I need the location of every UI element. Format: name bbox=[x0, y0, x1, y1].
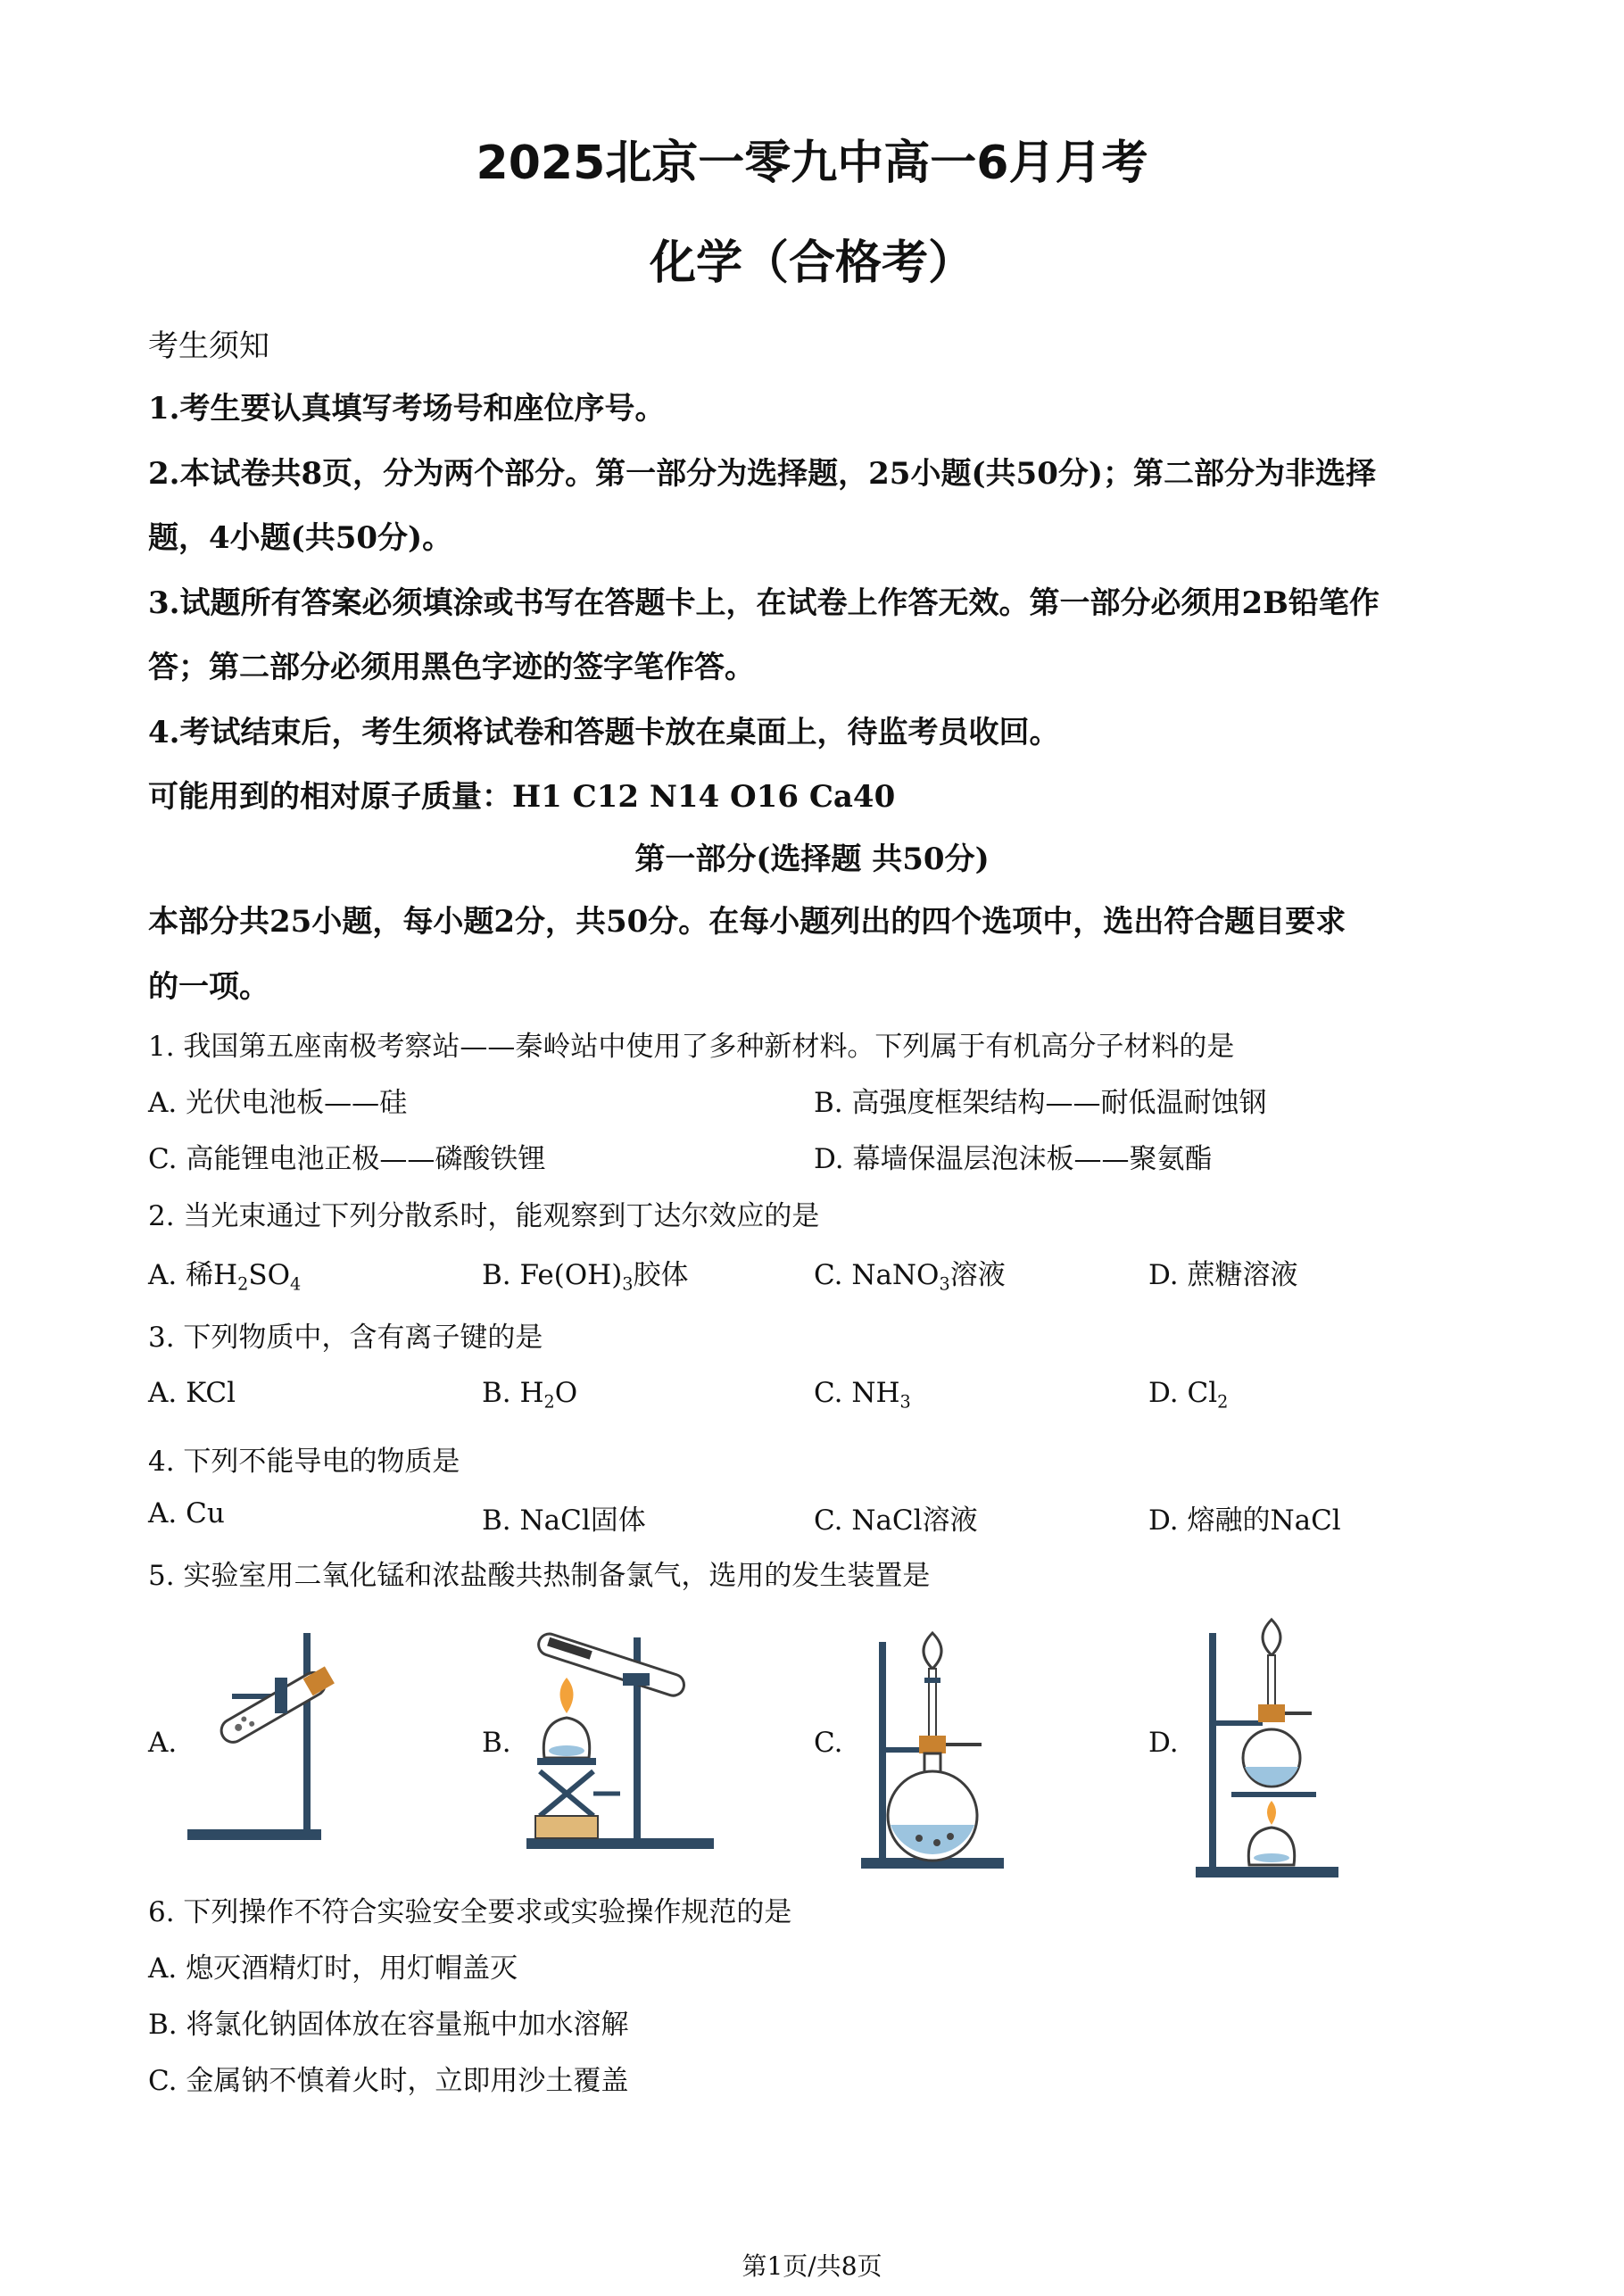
q3-option-d: D. $Cl_2$ bbox=[1148, 1377, 1229, 1413]
q4-option-d: D. 熔融的NaCl bbox=[1148, 1504, 1341, 1537]
q3-option-c: C. $NH_3$ bbox=[814, 1377, 911, 1413]
q4-stem: 4. 下列不能导电的物质是 bbox=[148, 1446, 460, 1478]
part1-intro-line2: 的一项。 bbox=[148, 969, 269, 1005]
notice-heading: 考生须知 bbox=[148, 328, 269, 364]
notice-item-2: 2.本试卷共8页，分为两个部分。第一部分为选择题，25小题(共50分)；第二部分为非选择 bbox=[148, 456, 1376, 492]
page-number: 第1页/共8页 bbox=[742, 2251, 882, 2281]
q5-option-c-label: C. bbox=[814, 1727, 843, 1759]
part1-title: 第一部分(选择题 共50分) bbox=[634, 841, 990, 877]
atomic-masses: 可能用到的相对原子质量：H1 C12 N14 O16 Ca40 bbox=[148, 779, 896, 815]
q2-option-c: C. NaNO$_3$溶液 bbox=[814, 1259, 1006, 1295]
q5-option-a-label: A. bbox=[148, 1727, 178, 1759]
q1-option-b: B. 高强度框架结构——耐低温耐蚀钢 bbox=[814, 1087, 1267, 1119]
notice-item-3: 3.试题所有答案必须填涂或书写在答题卡上，在试卷上作答无效。第一部分必须用2B铅笔作 bbox=[148, 585, 1380, 621]
q2-stem: 2. 当光束通过下列分散系时，能观察到丁达尔效应的是 bbox=[148, 1200, 820, 1232]
q6-option-b: B. 将氯化钠固体放在容量瓶中加水溶解 bbox=[148, 2009, 629, 2041]
q3-stem: 3. 下列物质中，含有离子键的是 bbox=[148, 1322, 543, 1354]
apparatus-c-flask-funnel bbox=[857, 1624, 1017, 1874]
q1-option-c: C. 高能锂电池正极——磷酸铁锂 bbox=[148, 1143, 546, 1175]
q6-stem: 6. 下列操作不符合实验安全要求或实验操作规范的是 bbox=[148, 1896, 792, 1928]
apparatus-a-test-tube-stand bbox=[178, 1624, 375, 1847]
q1-stem: 1. 我国第五座南极考察站——秦岭站中使用了多种新材料。下列属于有机高分子材料的是 bbox=[148, 1031, 1235, 1063]
q3-option-a: A. KCl bbox=[148, 1377, 236, 1409]
q2-option-d: D. 蔗糖溶液 bbox=[1148, 1259, 1298, 1291]
apparatus-d-heated-flask bbox=[1187, 1615, 1347, 1883]
q6-option-c: C. 金属钠不慎着火时，立即用沙土覆盖 bbox=[148, 2065, 629, 2097]
apparatus-b-heated-tube bbox=[518, 1624, 723, 1856]
q1-option-d: D. 幕墙保温层泡沫板——聚氨酯 bbox=[814, 1143, 1213, 1175]
q4-option-a: A. Cu bbox=[148, 1497, 225, 1529]
q3-option-b: B. $H_2O$ bbox=[482, 1377, 578, 1413]
q5-option-d-label: D. bbox=[1148, 1727, 1179, 1759]
notice-item-2-cont: 题，4小题(共50分)。 bbox=[148, 520, 453, 556]
notice-item-1: 1.考生要认真填写考场号和座位序号。 bbox=[148, 391, 666, 427]
q4-option-b: B. NaCl固体 bbox=[482, 1504, 646, 1537]
page-subtitle: 化学（合格考） bbox=[649, 236, 974, 290]
q4-option-c: C. NaCl溶液 bbox=[814, 1504, 978, 1537]
part1-intro-line1: 本部分共25小题，每小题2分，共50分。在每小题列出的四个选项中，选出符合题目要求 bbox=[148, 904, 1346, 940]
q2-option-a: A. 稀$H_2SO_4$ bbox=[148, 1259, 302, 1295]
q5-option-b-label: B. bbox=[482, 1727, 511, 1759]
notice-item-4: 4.考试结束后，考生须将试卷和答题卡放在桌面上，待监考员收回。 bbox=[148, 715, 1060, 750]
q2-option-b: B. $Fe(OH)_3$胶体 bbox=[482, 1259, 689, 1295]
q6-option-a: A. 熄灭酒精灯时，用灯帽盖灭 bbox=[148, 1952, 518, 1985]
page-title: 2025北京一零九中高一6月月考 bbox=[476, 137, 1148, 190]
notice-item-3-cont: 答；第二部分必须用黑色字迹的签字笔作答。 bbox=[148, 650, 755, 685]
q1-option-a: A. 光伏电池板——硅 bbox=[148, 1087, 408, 1119]
q5-stem: 5. 实验室用二氧化锰和浓盐酸共热制备氯气，选用的发生装置是 bbox=[148, 1560, 931, 1592]
